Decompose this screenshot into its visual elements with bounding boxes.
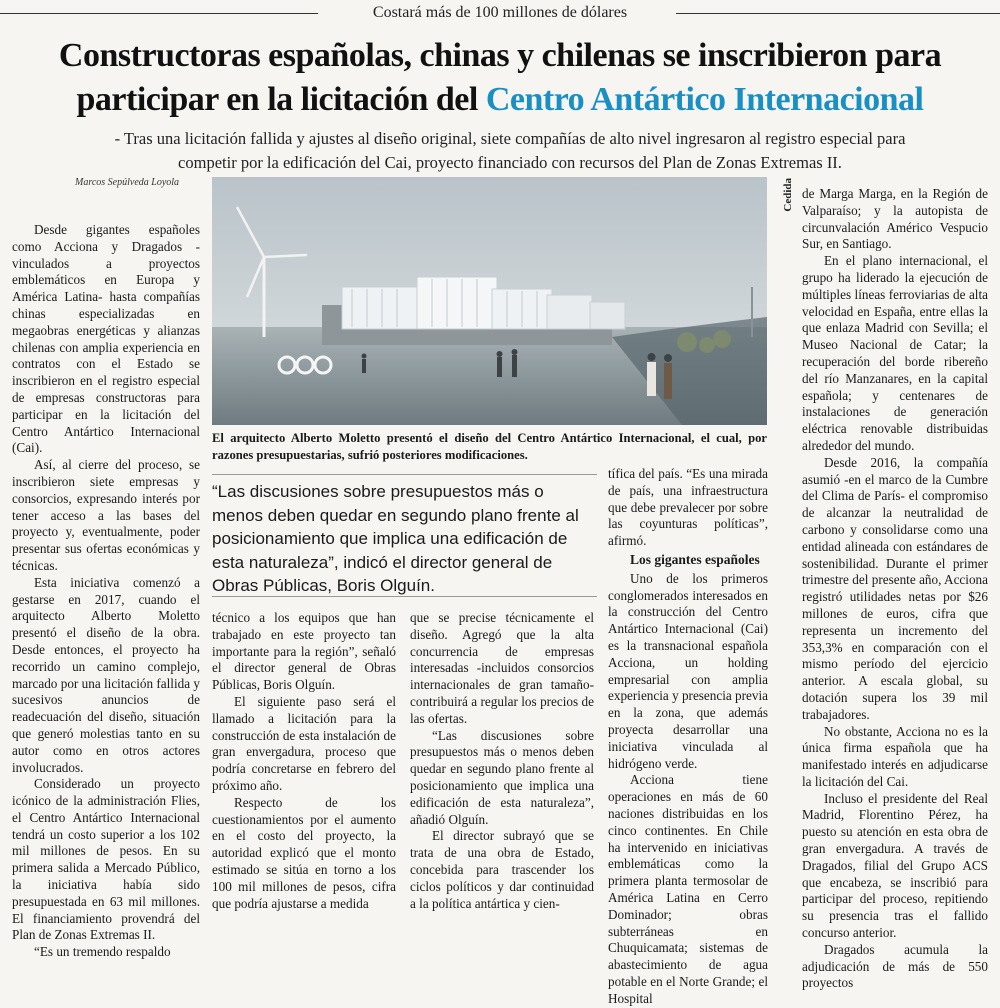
- headline-line-2: [40, 78, 960, 122]
- col4-para: Acciona tiene operaciones en más de 60 naciones distribuidas en los cinco continentes. En Chile ha intervenido en iniciativas emblemáticas como la primera planta termosolar de América Latina en Cerro Dominador; obras subterráneas en Chuquicamata; sistemas de abastecimiento de agua potable en el Norte Grande; el Hospital: [608, 772, 768, 1006]
- subhead: Los gigantes españoles: [630, 551, 760, 567]
- col3-para: “Las discusiones sobre presupuestos más o menos deben quedar en segundo plano frente al posicionamiento que implica una edificación de esta naturaleza”, añadió Olguín.: [410, 727, 594, 827]
- col2-para: Respecto de los cuestionamientos por el aumento en el costo del proyecto, la autoridad explicó que el monto estimado se sitúa en torno a los 100 mil millones de pesos, cifra que podría ajustarse a medida: [212, 794, 396, 911]
- headline-line-2-prefix: participar en la licitación del: [76, 81, 486, 118]
- col5-para: Incluso el presidente del Real Madrid, Florentino Pérez, ha puesto su atención en esta obra de gran envergadura. A través de Dragados, filial del Grupo ACS que encabeza, se inscribió para participar del proceso, repitiendo su presencia tras el fallido concurso anterior.: [802, 790, 988, 941]
- col5-para: Desde 2016, la compañía asumió -en el marco de la Cumbre del Clima de París- el compromiso de alcanzar la neutralidad de carbono y consolidarse como una entidad alineada con estándares de sostenibilidad. Durante el primer trimestre del presente año, Acciona registró utilidades netas por $26 millones de euros, cifra que representa un incremento del 353,3% en comparación con el mismo período del ejercicio anterior. A escala global, su dotación supera los 39 mil trabajadores.: [802, 454, 988, 722]
- pull-quote: “Las discusiones sobre presupuestos más o menos deben quedar en segundo plano frente al posicionamiento que implica una edificación de esta naturaleza”, indicó el director general de Obras Públicas, Boris Olguín.: [212, 482, 579, 595]
- col5-para: No obstante, Acciona no es la única firma española que ha manifestado interés en adjudicarse la licitación del Cai.: [802, 723, 988, 789]
- column-1: [12, 222, 200, 961]
- photo-caption: El arquitecto Alberto Moletto presentó el diseño del Centro Antártico Internacional, el cual, por razones presupuestarias, sufrió posteriores modificaciones.: [212, 431, 767, 462]
- col1-para: “Es un tremendo respaldo: [34, 944, 171, 960]
- quote-rule-top: [212, 474, 597, 475]
- building-illustration: [212, 177, 767, 425]
- col4-para: Uno de los primeros conglomerados interesados en la construcción del Centro Antártico Internacional (Cai) es la transnacional española Acciona, un holding empresarial con amplia experiencia y presencia previa en la zona, que además proyecta desarrollar una iniciativa vinculada al hidrógeno verde.: [608, 570, 768, 771]
- col4-intro: tífica del país. “Es una mirada de país, una infraestructura que debe prevalecer por sobre las coyunturas políticas”, afirmó.: [608, 466, 768, 549]
- column-5: [802, 186, 988, 992]
- col5-para: En el plano internacional, el grupo ha liderado la ejecución de múltiples líneas ferroviarias de alta velocidad en España, entre ellas la que enlaza Madrid con Sevilla; el Museo Nacional de Catar; la recuperación del borde ribereño del río Manzanares, en la capital española; y centenares de instalaciones de generación eléctrica renovable distribuidas alrededor del mundo.: [802, 253, 988, 453]
- col1-para: Así, al cierre del proceso, se inscribieron siete empresas y consorcios, expresando interés por tener acceso a las bases del proyecto y, eventualmente, poder presentar sus ofertas económicas y técnicas.: [12, 457, 200, 573]
- byline: Marcos Sepúlveda Loyola: [75, 177, 180, 188]
- quote-rule-bottom: [212, 596, 597, 597]
- photo-credit: Cedida: [782, 178, 794, 212]
- col3-para: que se precise técnicamente el diseño. Agregó que la alta concurrencia de empresas interesadas -incluidos consorcios internacionales de gran tamaño- contribuirá a regular los precios de las ofertas.: [410, 610, 594, 726]
- col1-para: Esta iniciativa comenzó a gestarse en 2017, cuando el arquitecto Alberto Moletto presentó el diseño de la obra. Desde entonces, el proyecto ha recorrido un camino complejo, marcado por una licitación fallida y sucesivos anuncios de readecuación del diseño, situación que generó molestias tanto en su autor como en otros actores involucrados.: [12, 574, 200, 775]
- col5-para: de Marga Marga, en la Región de Valparaíso; y la autopista de circunvalación Américo Vespucio Sur, en Santiago.: [802, 186, 988, 252]
- building-photo: [212, 177, 767, 425]
- kicker-rule-left: [0, 13, 318, 14]
- headline-accent: Centro Antártico Internacional: [485, 81, 924, 118]
- lead: - Tras una licitación fallida y ajustes al diseño original, siete compañías de alto nivel ingresaron al registro especial para competir por la edificación del Cai, proyecto financiado con recursos del Plan de Zonas Extremas II.: [114, 129, 906, 172]
- column-4: [608, 466, 768, 1008]
- col5-para: Dragados acumula la adjudicación de más de 550 proyectos: [802, 941, 988, 991]
- kicker: Costará más de 100 millones de dólares: [372, 4, 628, 21]
- col1-para: Desde gigantes españoles como Acciona y Dragados -vinculados a proyectos emblemáticos en Europa y América Latina- hasta compañías chinas especializadas en megaobras energéticas y alianzas chilenas con amplia experiencia en contratos con el Estado se inscribieron en el registro especial de empresas constructoras para participar en la licitación del Centro Antártico Internacional (Cai).: [12, 222, 200, 456]
- kicker-bar: [0, 0, 1000, 26]
- column-2: [212, 610, 396, 912]
- col2-para: El siguiente paso será el llamado a licitación para la construcción de esta instalación de gran envergadura, proceso que podría concretarse en febrero del próximo año.: [212, 693, 396, 793]
- headline-line-1: Constructoras españolas, chinas y chilenas se inscribieron para: [58, 37, 942, 74]
- col1-para: Considerado un proyecto icónico de la administración Flies, el Centro Antártico Internacional tendrá un costo superior a los 102 mil millones de pesos. En su primera salida a Mercado Público, la iniciativa había sido presupuestada en 63 mil millones. El financiamiento provendrá del Plan de Zonas Extremas II.: [12, 776, 200, 943]
- headline: [40, 34, 960, 122]
- kicker-rule-right: [676, 13, 1000, 14]
- column-3: [410, 610, 594, 912]
- col2-para: técnico a los equipos que han trabajado en este proyecto tan importante para la región”, señaló el director general de Obras Públicas, Boris Olguín.: [212, 610, 396, 693]
- col3-para: El director subrayó que se trata de una obra de Estado, concebida para trascender los ciclos políticos y dar continuidad a la política antártica y cien-: [410, 828, 594, 911]
